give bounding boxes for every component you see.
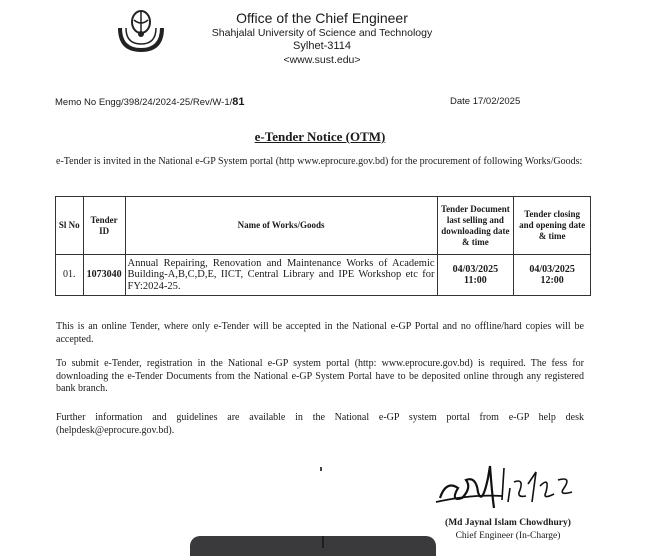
signatory-title: Chief Engineer (In-Charge) xyxy=(455,531,561,541)
signatory-name: (Md Jaynal Islam Chowdhury) xyxy=(445,518,571,528)
header-works-name: Name of Works/Goods xyxy=(125,197,437,255)
memo-serial: 81 xyxy=(232,96,245,108)
row-last-selling-time: 11:00 xyxy=(464,275,487,286)
intro-paragraph: e-Tender is invited in the National e-GP System portal (http www.eprocure.gov.bd) for the procurement of following Works/Goods: xyxy=(56,156,583,167)
row-tender-id: 1073040 xyxy=(83,255,125,296)
notice-title: e-Tender Notice (OTM) xyxy=(254,129,386,144)
website-link[interactable]: <www.sust.edu> xyxy=(283,54,361,66)
header-tender-id: Tender ID xyxy=(83,197,125,255)
office-title: Office of the Chief Engineer xyxy=(236,10,408,26)
row-closing xyxy=(514,255,591,296)
header-closing: Tender closing and opening date & time xyxy=(514,197,591,255)
memo-number xyxy=(55,96,245,108)
bottom-toolbar[interactable] xyxy=(190,536,436,556)
row-last-selling xyxy=(437,255,514,296)
further-info-paragraph: Further information and guidelines are available in the National e-GP system portal from e-GP help desk (helpdesk@eprocure.gov.bd). xyxy=(56,412,584,436)
row-works-name: Annual Repairing, Renovation and Maintenance Works of Academic Building-A,B,C,D,E, IICT, Central Library and IPE Workshop etc for FY:2024-25. xyxy=(125,255,437,296)
row-closing-date: 04/03/2025 xyxy=(529,263,575,275)
header-last-selling: Tender Document last selling and downloading date & time xyxy=(437,197,514,255)
header-sl-no: Sl No xyxy=(56,197,84,255)
online-tender-paragraph: This is an online Tender, where only e-Tender will be accepted in the National e-GP Portal and no offline/hard copies will be accepted. xyxy=(56,321,584,345)
registration-paragraph: To submit e-Tender, registration in the National e-GP system portal (http: www.eprocure.gov.bd) is required. The fess for downloading the e-Tender Documents from the National e-GP System Portal have to be deposited online through any registered bank branch. xyxy=(56,358,584,394)
table-row xyxy=(56,255,591,296)
table-header-row xyxy=(56,197,591,255)
row-last-selling-date: 04/03/2025 xyxy=(452,263,499,275)
memo-prefix: Memo No Engg/398/24/2024-25/Rev/W-1/ xyxy=(55,97,233,108)
stray-mark xyxy=(320,467,322,471)
row-sl-no: 01. xyxy=(56,255,84,296)
university-name: Shahjalal University of Science and Technology xyxy=(211,27,433,39)
memo-date: Date 17/02/2025 xyxy=(450,96,521,107)
toolbar-divider xyxy=(322,536,324,548)
university-logo xyxy=(114,6,168,54)
tender-table xyxy=(55,196,591,296)
city-line: Sylhet-3114 xyxy=(293,40,351,52)
handwritten-signature xyxy=(432,458,582,514)
row-closing-time: 12:00 xyxy=(540,275,564,286)
